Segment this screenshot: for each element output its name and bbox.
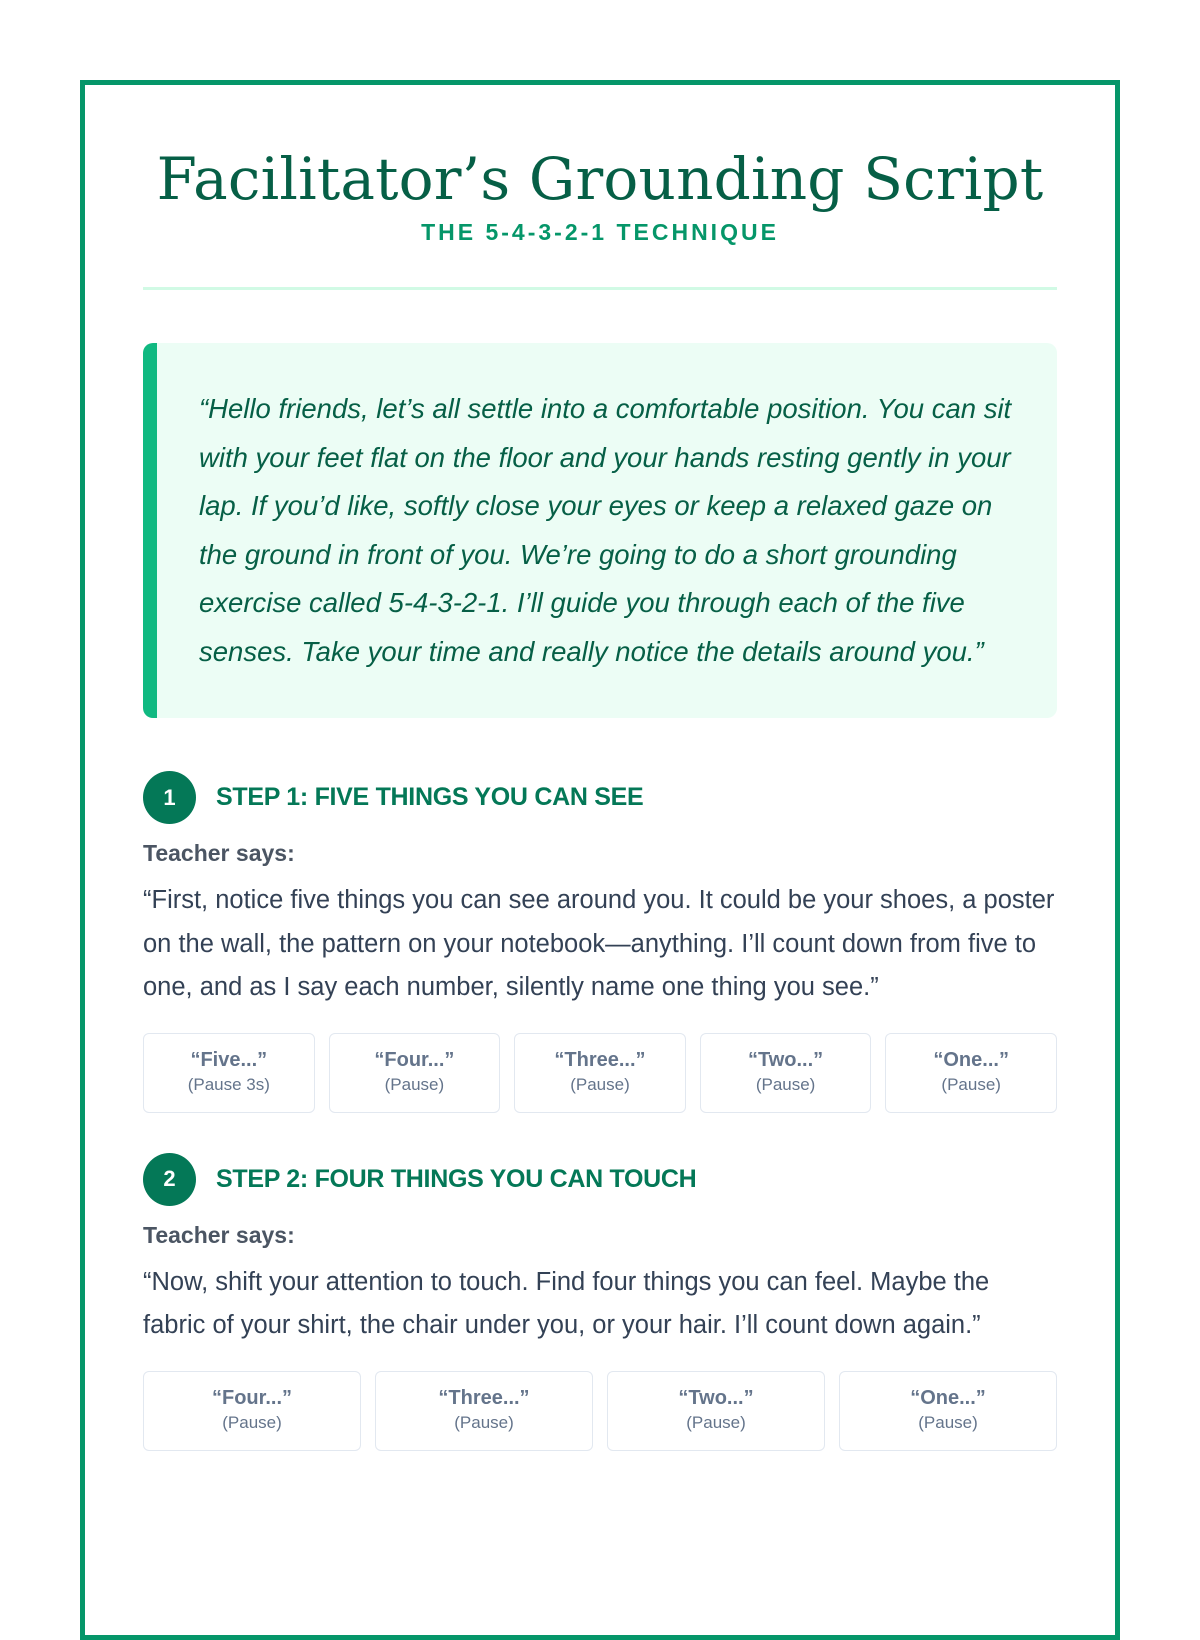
- count-pause: (Pause): [686, 1413, 746, 1432]
- step-2-title: STEP 2: FOUR THINGS YOU CAN TOUCH: [216, 1164, 697, 1193]
- count-pause: (Pause): [918, 1413, 978, 1432]
- script-card: [80, 80, 1120, 1640]
- countdown-card: [839, 1371, 1057, 1451]
- step-1-header: [143, 771, 1057, 824]
- step-2-teacher-label: Teacher says:: [143, 1221, 295, 1248]
- count-word: “Four...”: [212, 1387, 292, 1409]
- intro-quote: “Hello friends, let’s all settle into a comfortable position. You can sit with your feet flat on the floor and your hands resting gently in your lap. If you’d like, softly close your eyes or keep a relaxed gaze on the ground in front of you. We’re going to do a short grounding exercise called 5-4-3-2-1. I’ll guide you through each of the five senses. Take your time and really notice the details around you.”: [143, 343, 1057, 718]
- page-title: Facilitator’s Grounding Script: [156, 145, 1044, 213]
- countdown-card: [514, 1033, 686, 1113]
- step-2-teacher-text: “Now, shift your attention to touch. Find four things you can feel. Maybe the fabric of your shirt, the chair under you, or your hair. I’ll count down again.”: [143, 1267, 990, 1339]
- countdown-card: [143, 1033, 315, 1113]
- count-pause: (Pause): [941, 1075, 1001, 1094]
- count-pause: (Pause): [755, 1075, 816, 1094]
- countdown-card: [375, 1371, 593, 1451]
- page-subtitle: THE 5-4-3-2-1 TECHNIQUE: [421, 219, 779, 245]
- count-word: “Three...”: [554, 1049, 646, 1071]
- step-2-countdown: [143, 1371, 1057, 1451]
- count-word: “Two...”: [747, 1049, 824, 1071]
- step-2-badge: 2: [143, 1153, 196, 1206]
- step-2-header: [143, 1153, 1057, 1206]
- countdown-card: [329, 1033, 501, 1113]
- count-word: “One...”: [910, 1387, 986, 1409]
- count-word: “Four...”: [374, 1049, 455, 1071]
- countdown-card: [700, 1033, 872, 1113]
- countdown-card: [885, 1033, 1057, 1113]
- count-pause: (Pause): [454, 1413, 514, 1432]
- count-pause: (Pause): [222, 1413, 282, 1432]
- count-pause: (Pause): [384, 1075, 445, 1094]
- step-1-badge: 1: [143, 771, 196, 824]
- step-1-teacher-text: “First, notice five things you can see around you. It could be your shoes, a poster on the wall, the pattern on your notebook—anything. I’ll count down from five to one, and as I say each number, silently name one thing you see.”: [143, 886, 1055, 1001]
- countdown-card: [143, 1371, 361, 1451]
- count-word: “Three...”: [438, 1387, 530, 1409]
- count-word: “One...”: [933, 1049, 1009, 1071]
- countdown-card: [607, 1371, 825, 1451]
- header-divider: [143, 287, 1057, 290]
- step-1-title: STEP 1: FIVE THINGS YOU CAN SEE: [216, 783, 644, 811]
- count-pause: (Pause): [570, 1075, 630, 1094]
- step-1-teacher-label: Teacher says:: [143, 840, 295, 866]
- count-word: “Five...”: [190, 1049, 268, 1071]
- count-pause: (Pause 3s): [187, 1075, 270, 1094]
- step-1-countdown: [143, 1033, 1057, 1113]
- count-word: “Two...”: [678, 1387, 754, 1409]
- script-content: [143, 85, 1057, 1451]
